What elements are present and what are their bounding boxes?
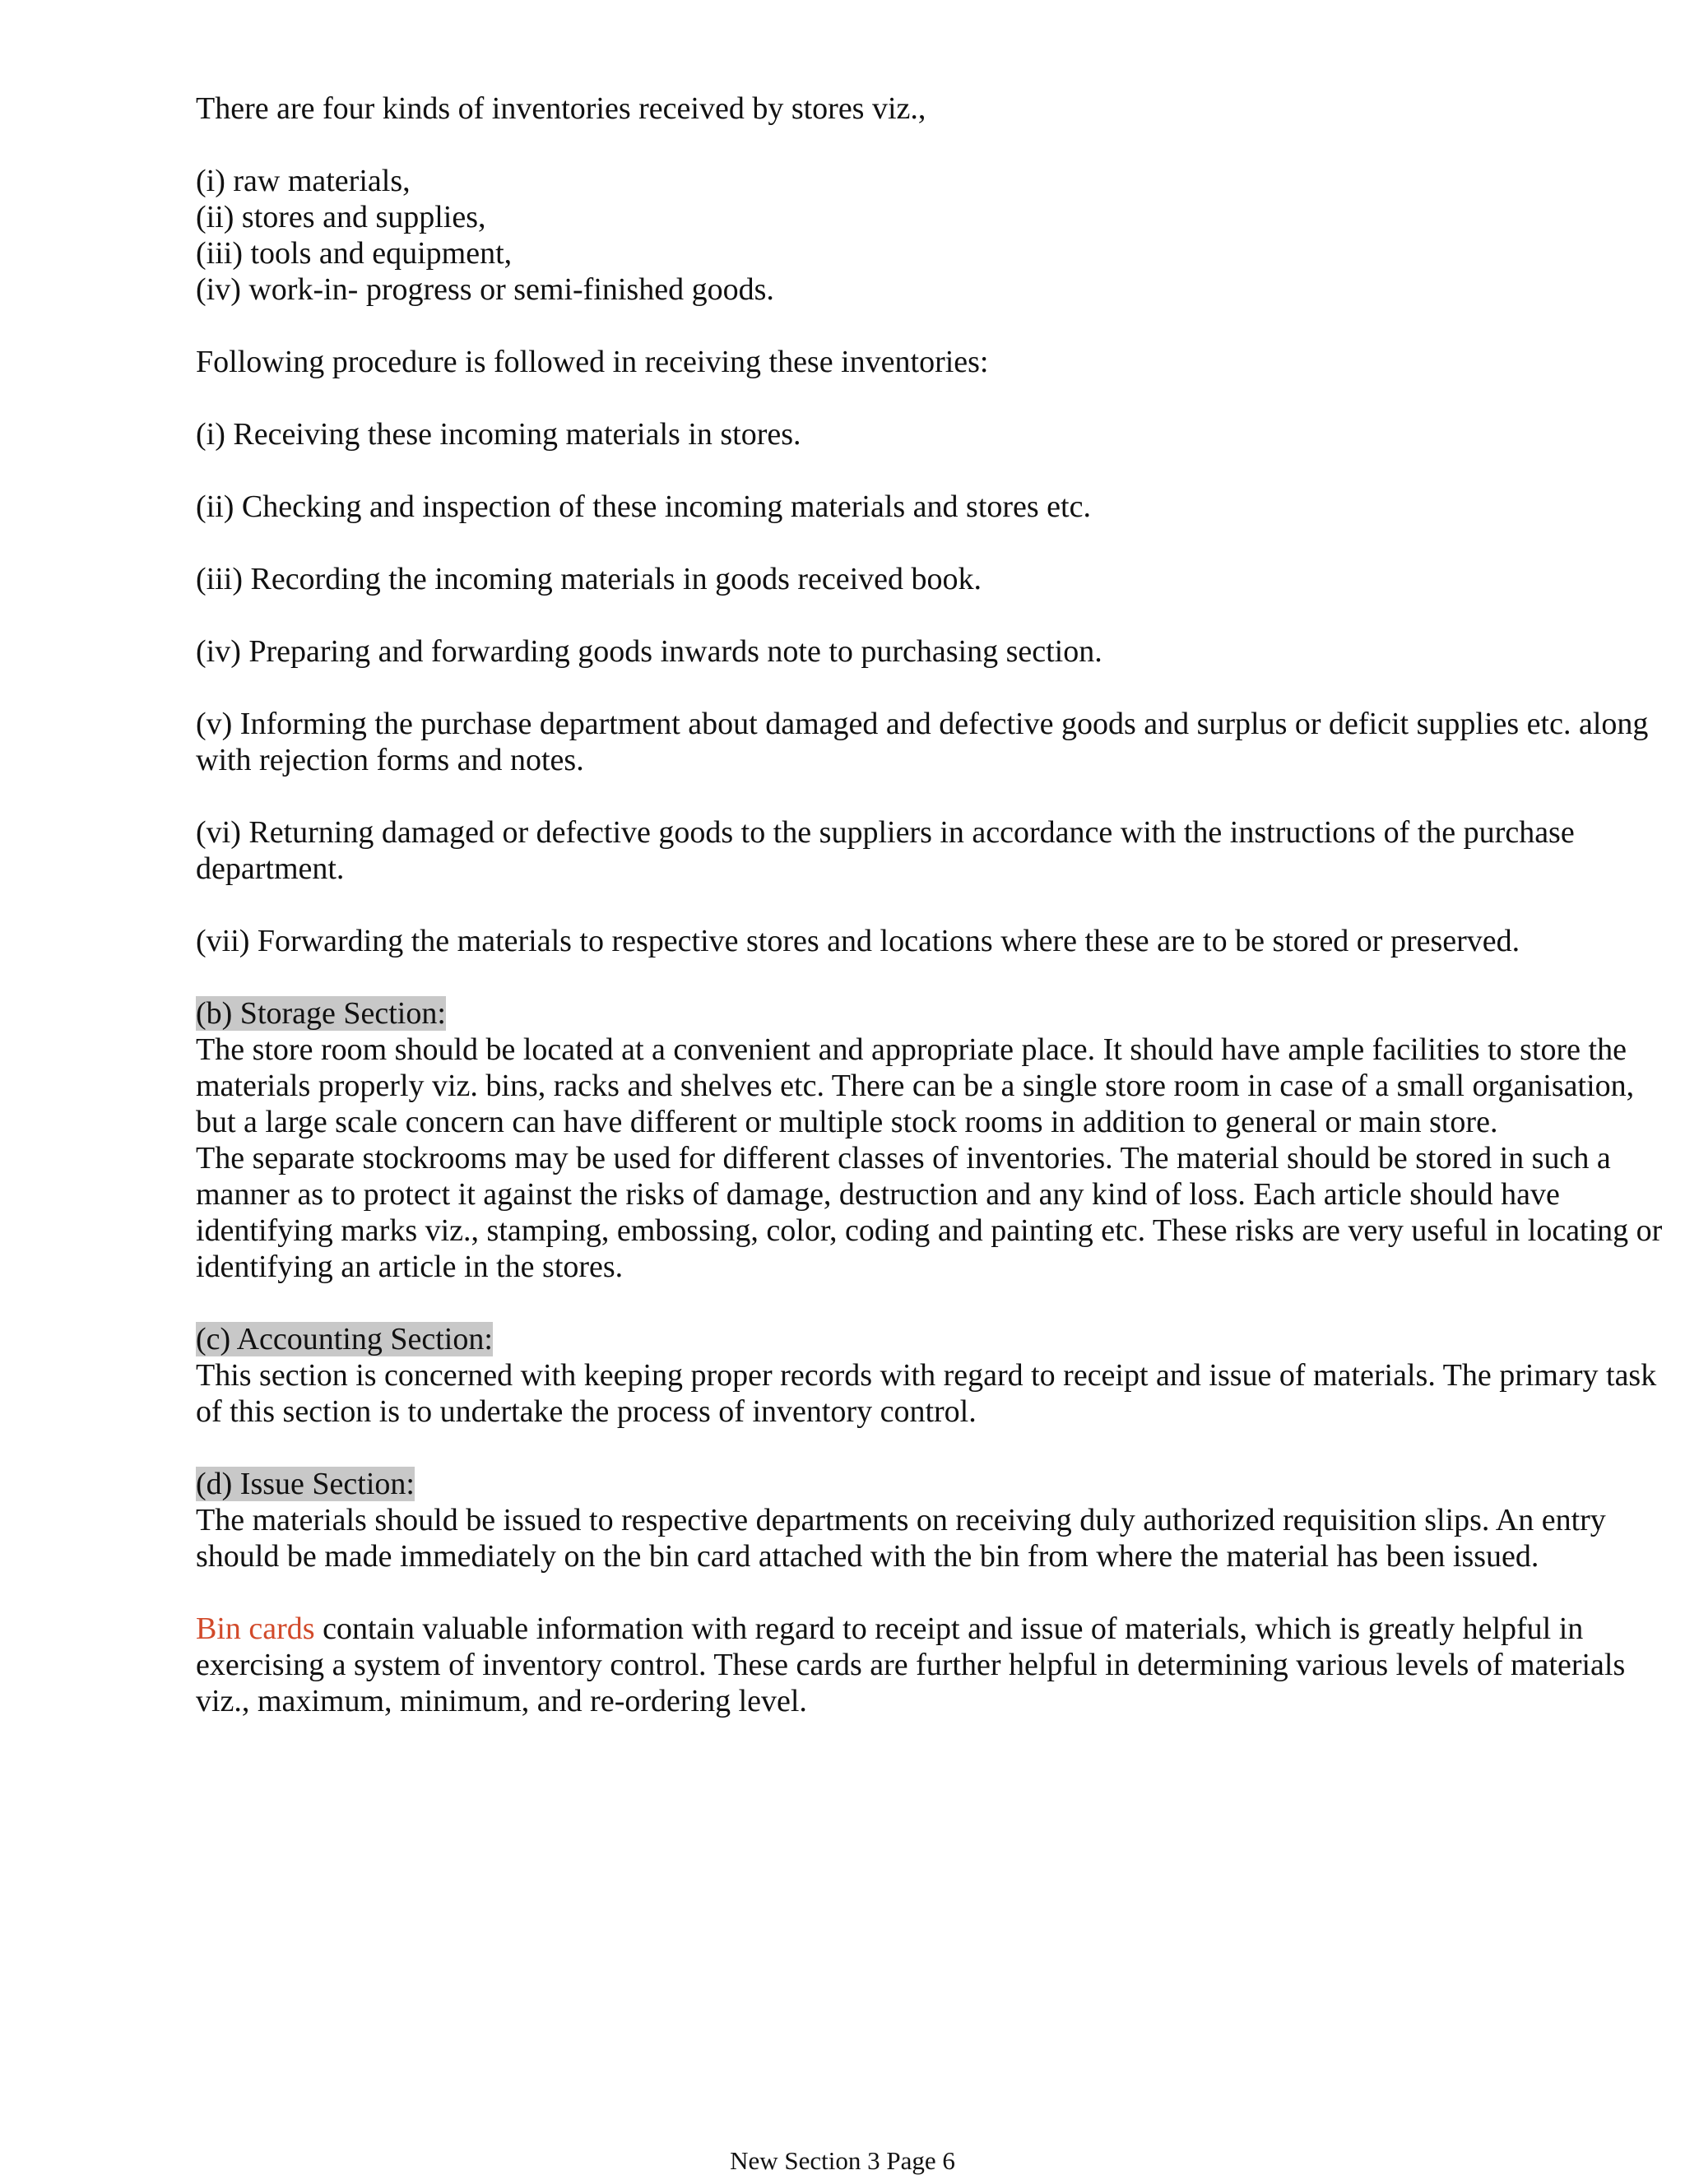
list-item: (iv) work-in- progress or semi-finished goods. (196, 272, 774, 307)
list-item: (i) raw materials, (196, 164, 411, 198)
procedure-step: (i) Receiving these incoming materials in stores. (196, 417, 801, 452)
storage-paragraph: The separate stockrooms may be used for different classes of inventories. The material should be stored in such a manner as to protect it against the risks of damage, destruction and any kind of loss. Each article should have identifying marks viz., stamping, embossing, color, coding and painting etc. These risks are very useful in locating or identifying an article in the stores. (196, 1141, 1663, 1284)
issue-section-heading: (d) Issue Section: (196, 1467, 415, 1501)
procedure-step: (iv) Preparing and forwarding goods inwards note to purchasing section. (196, 634, 1102, 669)
procedure-step: (vi) Returning damaged or defective goods to the suppliers in accordance with the instructions of the purchase department. (196, 815, 1575, 886)
accounting-section-heading: (c) Accounting Section: (196, 1322, 493, 1356)
issue-paragraph: The materials should be issued to respective departments on receiving duly authorized requisition slips. An entry should be made immediately on the bin card attached with the bin from where the material has been issued. (196, 1503, 1606, 1574)
bin-cards-paragraph (196, 1611, 1669, 1719)
procedure-intro: Following procedure is followed in receiving these inventories: (196, 345, 989, 379)
list-item: (iii) tools and equipment, (196, 236, 513, 271)
accounting-section (196, 1321, 1669, 1430)
procedure-step: (ii) Checking and inspection of these incoming materials and stores etc. (196, 489, 1091, 524)
issue-section (196, 1466, 1669, 1574)
page-footer: New Section 3 Page 6 (730, 2146, 955, 2175)
bin-cards-term: Bin cards (196, 1611, 315, 1646)
storage-section (196, 995, 1669, 1285)
inventory-kinds-list (196, 163, 1669, 308)
list-item: (ii) stores and supplies, (196, 200, 486, 234)
storage-section-heading: (b) Storage Section: (196, 996, 446, 1031)
document-body (196, 90, 1669, 1719)
intro-paragraph: There are four kinds of inventories received by stores viz., (196, 91, 926, 126)
procedure-step: (iii) Recording the incoming materials in goods received book. (196, 562, 982, 596)
accounting-paragraph: This section is concerned with keeping proper records with regard to receipt and issue of materials. The primary task of this section is to undertake the process of inventory control. (196, 1358, 1657, 1429)
procedure-step: (v) Informing the purchase department about damaged and defective goods and surplus or deficit supplies etc. along with rejection forms and notes. (196, 707, 1649, 777)
storage-paragraph: The store room should be located at a convenient and appropriate place. It should have ample facilities to store the materials properly viz. bins, racks and shelves etc. There can be a single store room in case of a small organisation, but a large scale concern can have different or multiple stock rooms in addition to general or main store. (196, 1032, 1635, 1139)
procedure-step: (vii) Forwarding the materials to respective stores and locations where these are to be stored or preserved. (196, 924, 1520, 958)
bin-cards-text: contain valuable information with regard to receipt and issue of materials, which is greatly helpful in exercising a system of inventory control. These cards are further helpful in determining various levels of materials viz., maximum, minimum, and re-ordering level. (196, 1611, 1626, 1718)
